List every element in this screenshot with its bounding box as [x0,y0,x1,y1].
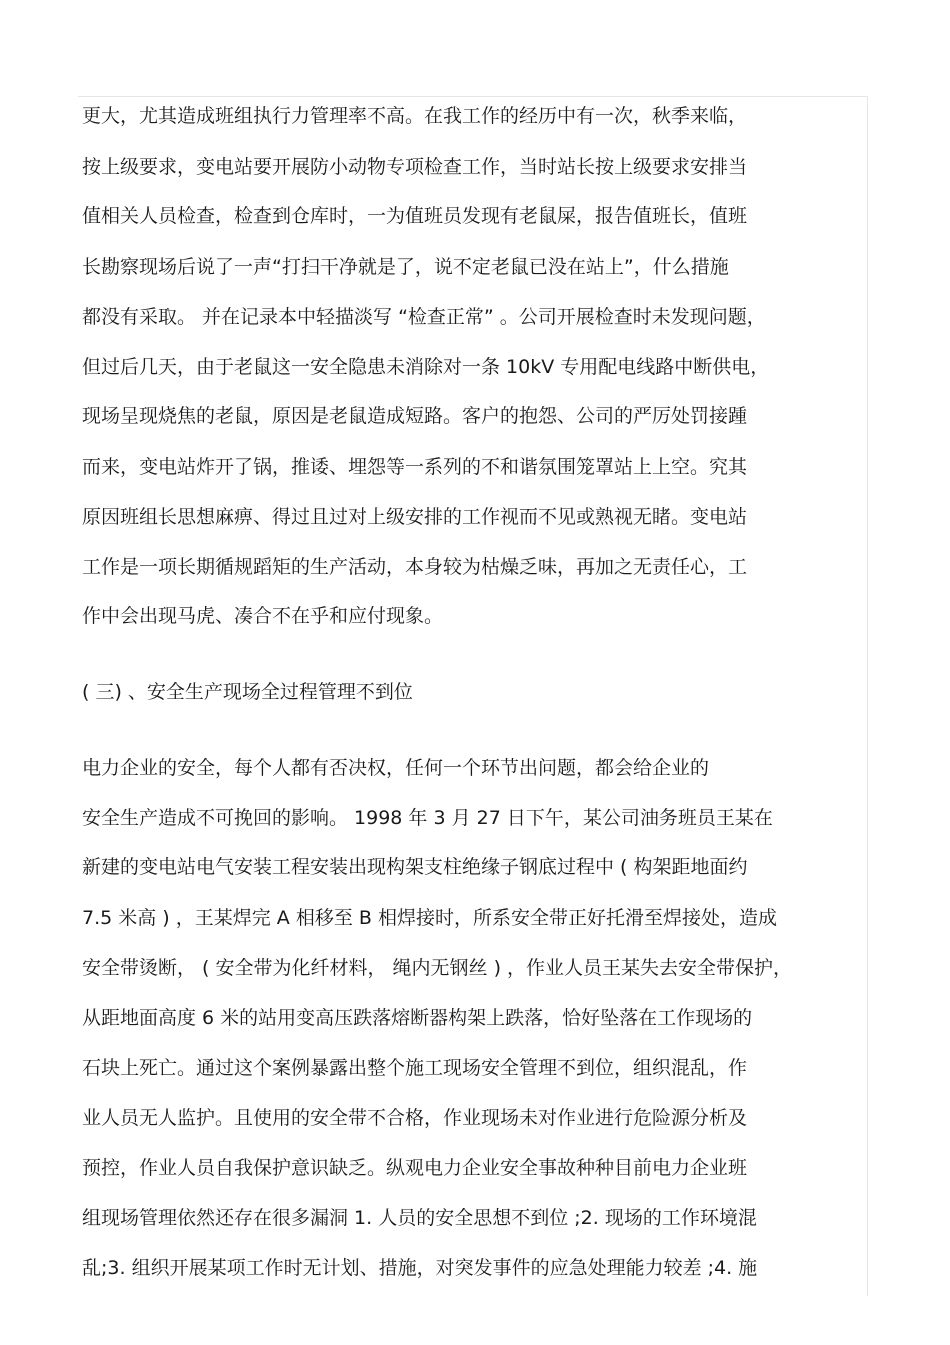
text-line: 石块上死亡。通过这个案例暴露出整个施工现场安全管理不到位，组织混乱，作 [82,1057,748,1079]
text-line: 业人员无人监护。且使用的安全带不合格，作业现场未对作业进行危险源分析及 [82,1107,748,1129]
text-line: 原因班组长思想麻痹、得过且过对上级安排的工作视而不见或熟视无睹。变电站 [82,506,748,528]
text-line: 新建的变电站电气安装工程安装出现构架支柱绝缘子钢底过程中 ( 构架距地面约 [82,856,748,878]
text-line: 安全带烫断， ( 安全带为化纤材料， 绳内无钢丝 ) ，作业人员王某失去安全带保护， [82,957,793,979]
text-line: 从距地面高度 6 米的站用变高压跌落熔断器构架上跌落，恰好坠落在工作现场的 [82,1007,753,1029]
text-line: 按上级要求，变电站要开展防小动物专项检查工作，当时站长按上级要求安排当 [82,156,748,178]
text-line: 现场呈现烧焦的老鼠，原因是老鼠造成短路。客户的抱怨、公司的严厉处罚接踵 [82,405,748,427]
text-line: 值相关人员检查，检查到仓库时，一为值班员发现有老鼠屎，报告值班长，值班 [82,205,748,227]
text-line: 而来，变电站炸开了锅，推诿、埋怨等一系列的不和谐氛围笼罩站上上空。究其 [82,456,748,478]
section-heading: ( 三) 、安全生产现场全过程管理不到位 [82,681,413,703]
text-line: 乱;3. 组织开展某项工作时无计划、措施，对突发事件的应急处理能力较差 ;4. 施 [82,1257,758,1279]
text-line: 7.5 米高 ) ，王某焊完 A 相移至 B 相焊接时，所系安全带正好托滑至焊接处，造成 [82,907,777,929]
text-line: 安全生产造成不可挽回的影响。 1998 年 3 月 27 日下午，某公司油务班员王某在 [82,807,773,829]
text-line: 工作是一项长期循规蹈矩的生产活动，本身较为枯燥乏味，再加之无责任心，工 [82,556,748,578]
text-line: 电力企业的安全，每个人都有否决权，任何一个环节出问题，都会给企业的 [82,757,710,779]
text-line: 都没有采取。 并在记录本中轻描淡写 “检查正常” 。公司开展检查时未发现问题， [82,306,766,328]
text-line: 但过后几天，由于老鼠这一安全隐患未消除对一条 10kV 专用配电线路中断供电， [82,356,770,378]
text-line: 预控，作业人员自我保护意识缺乏。纵观电力企业安全事故种种目前电力企业班 [82,1157,748,1179]
text-line: 组现场管理依然还存在很多漏洞 1. 人员的安全思想不到位 ;2. 现场的工作环境混 [82,1207,757,1229]
text-line: 更大，尤其造成班组执行力管理率不高。在我工作的经历中有一次，秋季来临， [82,105,748,127]
text-line: 长勘察现场后说了一声“打扫干净就是了，说不定老鼠已没在站上”，什么措施 [82,256,729,278]
text-line: 作中会出现马虎、凑合不在乎和应付现象。 [82,605,444,627]
